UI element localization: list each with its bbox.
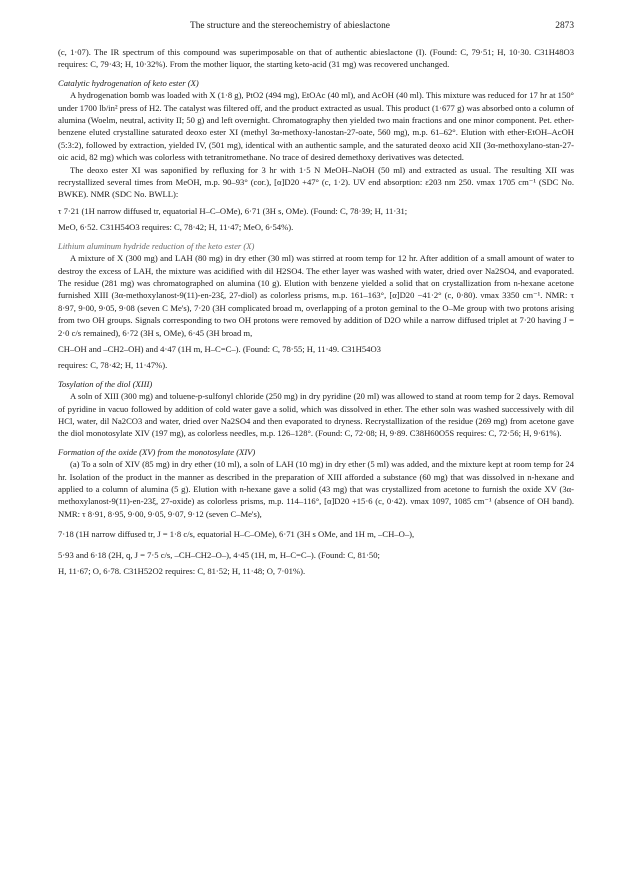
formula-line: 7·18 (1H narrow diffused tr, J = 1·8 c/s, equatorial H–C–OMe), 6·71 (3H s OMe, and 1H m, –CH–O–),: [58, 529, 415, 540]
formula-line: τ 7·21 (1H narrow diffused tr, equatorial H–C–OMe), 6·71 (3H s, OMe). (Found: C, 78·39; H, 11·31;: [58, 205, 408, 216]
formula-line: CH–OH and –CH2–OH) and 4·47 (1H m, H–C=C–). (Found: C, 78·55; H, 11·49. C31H54O3: [58, 343, 381, 354]
formula-line: 5·93 and 6·18 (2H, q, J = 7·5 c/s, –CH–CH2–O–), 4·45 (1H, m, H–C=C–). (Found: C, 81·50;: [58, 549, 380, 560]
paragraph: A hydrogenation bomb was loaded with X (1·8 g), PtO2 (494 mg), EtOAc (40 ml), and AcOH (40 ml). This mixture was reduced for 17 hr at 150° under 1700 lb/in² press of H2. The catalyst was filtered off, and the product extracted as usual. This product (1·677 g) was absorbed onto a column of alumina (Woelm, neutral, activity II; 50 g) and left overnight. Chromatography then yielded two main fractions and one minor component. Pet. ether-benzene eluted crystalline saturated deoxo ester XI (methyl 3α-methoxy-lanostan-27-oate, 560 mg), m.p. 61–62°. Elution with ether-EtOH–AcOH (5:3:2), followed by extraction, yielded IV, (501 mg), identical with an authentic sample, and the saturated deoxo acid XII (3α-methoxylano-stan-27-oic acid, 82 mg) which was colorless with tetranitromethane. No trace of desired demethoxy derivatives was detected.: [58, 90, 574, 163]
running-title: The structure and the stereochemistry of abieslactone: [190, 21, 390, 31]
section-heading: Formation of the oxide (XV) from the monotosylate (XIV): [58, 446, 256, 457]
paragraph: (c, 1·07). The IR spectrum of this compound was superimposable on that of authentic abieslactone (I). (Found: C, 79·51; H, 10·30. C31H48O3 requires: C, 79·43; H, 10·32%). From the mother liquor, the starting keto-acid (31 mg) was recovered unchanged.: [58, 47, 574, 70]
section-heading: Catalytic hydrogenation of keto ester (X): [58, 77, 199, 88]
journal-page: [58, 20, 574, 577]
formula-line: MeO, 6·52. C31H54O3 requires: C, 78·42; H, 11·47; MeO, 6·54%).: [58, 222, 294, 233]
article-body: [58, 46, 574, 577]
paragraph: H, 11·67; O, 6·78. C31H52O2 requires: C, 81·52; H, 11·48; O, 7·01%).: [58, 566, 306, 577]
section-heading: Tosylation of the diol (XIII): [58, 378, 153, 389]
paragraph: A soln of XIII (300 mg) and toluene-p-sulfonyl chloride (250 mg) in dry pyridine (20 ml) was allowed to stand at room temp for 2 days. Removal of pyridine in vacuo followed by addition of cold water gave a solid, which was dissolved in ether. The ether soln was washed successively with dil HCl, water, dil Na2CO3 and water, dried over Na2SO4 and then evaporated to dryness. Recrystallization of the residue (269 mg) from acetone gave the diol monotosylate XIV (197 mg), as colorless needles, m.p. 126–128°. (Found: C, 72·08; H, 9·89. C38H60O5S requires: C, 72·56; H, 9·61%).: [58, 391, 574, 439]
page-number: 2873: [555, 21, 574, 31]
page-header: [58, 20, 574, 36]
paragraph: requires: C, 78·42; H, 11·47%).: [58, 360, 168, 371]
section-heading: Lithium aluminum hydride reduction of the keto ester (X): [58, 240, 255, 251]
paragraph: The deoxo ester XI was saponified by refluxing for 3 hr with 1·5 N MeOH–NaOH (50 ml) and extracted as usual. The resulting XII was recrystallized several times from MeOH, m.p. 90–93° (cor.), [α]D20 +47° (c, 1·2). UV end absorption: ε203 nm 250. νmax 1705 cm⁻¹ (SDC No. BWKE). NMR (SDC No. BWLL):: [58, 164, 574, 200]
paragraph: A mixture of X (300 mg) and LAH (80 mg) in dry ether (30 ml) was stirred at room temp for 12 hr. After addition of a small amount of water to destroy the excess of LAH, the mixture was acidified with dil H2SO4. The ether layer was washed with water, dried over Na2SO4, and evaporated. The residue (281 mg) was chromatographed on alumina (10 g). Elution with benzene yielded a solid that on crystallization from n-hexane acetone furnished XIII (3α-methoxylanost-9(11)-en-23ξ, 27-diol) as colorless prisms, m.p. 161–163°, [α]D20 −41·2° (c, 0·80). νmax 3350 cm⁻¹. NMR: τ 8·97, 9·00, 9·05, 9·08 (seven C Me's), 7·20 (3H complicated broad m, overlapping of a proton geminal to the O–Me group with two protons arising from two OH groups. Signals corresponding to two OH protons were removed by addition of D2O while a narrow diffused triplet at 7·20 having J = 2·0 c/s remained), 6·72 (3H s, OMe), 6·45 (3H broad m,: [58, 253, 574, 338]
paragraph: (a) To a soln of XIV (85 mg) in dry ether (10 ml), a soln of LAH (10 mg) in dry ether (5 ml) was added, and the mixture kept at room temp for 24 hr. Isolation of the product in the manner as described in the preparation of XIII afforded a substance (60 mg) that was dissolved in n-hexane and applied to a column of alumina (5 g). Elution with n-hexane gave a solid (43 mg) that was crystallized from acetone to furnish the oxide XV (3α-methoxylanost-9(11)-en-23ξ, 27-oxide) as colorless prisms, m.p. 114–116°, [α]D20 +15·6 (c, 0·42). νmax 1097, 1085 cm⁻¹ (absence of OH band). NMR: τ 8·91, 8·95, 9·00, 9·05, 9·07, 9·12 (seven C–Me's),: [58, 459, 574, 519]
